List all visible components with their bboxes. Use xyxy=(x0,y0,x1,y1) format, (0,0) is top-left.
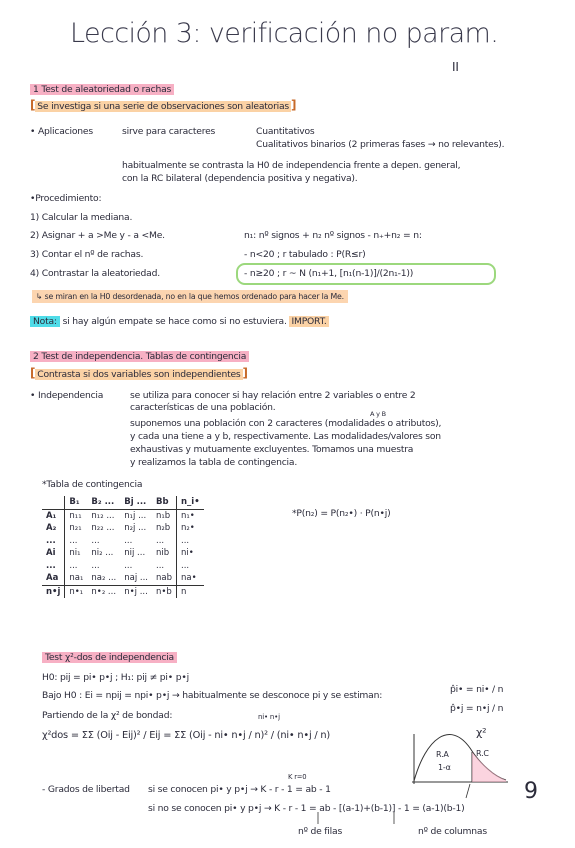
table-cell: n₁₁ xyxy=(65,509,88,522)
independencia-1: se utiliza para conocer si hay relación entre 2 variables o entre 2 xyxy=(130,390,416,401)
section-1-bracket: [ Se investiga si una serie de observaciones son aleatorias ] xyxy=(30,98,297,112)
ra-label: R.A xyxy=(436,750,449,759)
chi-formula: χ²dos = ΣΣ (Oij - Eij)² / Eij = ΣΣ (Oij - ni• n•j / n)² / (ni• n•j / n) xyxy=(42,730,331,741)
step-4: 4) Contrastar la aleatoriedad. xyxy=(30,268,160,279)
table-cell: n•j ... xyxy=(124,586,148,597)
table-cell: n₁• xyxy=(177,509,204,522)
procedimiento-label: •Procedimiento: xyxy=(30,193,102,204)
over-note: ni• n•j xyxy=(258,713,280,721)
step-3: 3) Contar el nº de rachas. xyxy=(30,249,144,260)
estimator-p-i: p̂i• = ni• / n xyxy=(450,684,504,695)
section-3-heading: Test χ²-dos de independencia xyxy=(42,652,177,663)
table-cell: ... xyxy=(91,535,100,546)
tabla-label: *Tabla de contingencia xyxy=(42,479,143,490)
table-cell: ni• xyxy=(177,547,204,560)
table-cell: n•b xyxy=(156,586,172,597)
section-1-heading: 1 Test de aleatoriedad o rachas xyxy=(30,84,174,95)
independencia-ab-note: A y B xyxy=(370,410,386,418)
page-title: Lección 3: verificación no param. xyxy=(70,18,499,49)
table-cell: B₂ ... xyxy=(87,496,120,509)
table-cell: n₂j ... xyxy=(124,523,147,534)
table-cell: na₁ xyxy=(65,572,88,585)
table-cell: n₁₂ ... xyxy=(91,510,115,521)
table-cell: nib xyxy=(156,548,170,559)
independencia-label: • Independencia xyxy=(30,390,104,401)
table-cell: ni₂ ... xyxy=(91,548,114,559)
table-cell: ... xyxy=(65,535,88,548)
table-cell: n₂• xyxy=(177,522,204,535)
nota-text: si hay algún empate se hace como si no estuviera. xyxy=(62,316,287,327)
bajo-h0: Bajo H0 : Ei = npij = npi• p•j → habitualmente se desconoce pi y se estiman: xyxy=(42,690,383,701)
table-cell: n•₂ ... xyxy=(91,586,117,597)
table-cell: Aa xyxy=(42,572,65,585)
table-cell: n•j xyxy=(46,586,61,597)
table-cell: n₂b xyxy=(156,523,171,534)
table-cell: n•₁ xyxy=(65,585,88,598)
table-cell: n_i• xyxy=(177,496,204,509)
warning-note: ↳ se miran en la H0 desordenada, no en la que hemos ordenado para hacer la Me. xyxy=(32,290,348,303)
grados-1: si se conocen pi• y p•j → K - r - 1 = ab - 1 xyxy=(148,784,331,795)
hypotheses: H0: pij = pi• p•j ; H₁: pij ≠ pi• p•j xyxy=(42,672,189,683)
aplicaciones-hab1: habitualmente se contrasta la H0 de independencia frente a depen. general, xyxy=(122,160,461,171)
table-cell: A₁ xyxy=(46,510,57,521)
procedure-right-3: - n≥20 ; r ~ N (n₁+1, [n₁(n-1)]/(2n₁-1)) xyxy=(244,268,414,279)
columnas-label: nº de columnas xyxy=(418,826,487,837)
independencia-5: exhaustivas y mutuamente excluyentes. Tomamos una muestra xyxy=(130,444,414,455)
aplicaciones-hab2: con la RC bilateral (dependencia positiva y negativa). xyxy=(122,173,358,184)
partiendo-text: Partiendo de la χ² de bondad: xyxy=(42,710,173,721)
table-cell: n xyxy=(177,585,204,598)
table-cell: n₁j ... xyxy=(124,510,147,521)
grados-2: si no se conocen pi• y p•j → K - r - 1 = ab - [(a-1)+(b-1)] - 1 = (a-1)(b-1) xyxy=(148,803,465,814)
independencia-4: y cada una tiene a y b, respectivamente. Las modalidades/valores son xyxy=(130,431,441,442)
independencia-6: y realizamos la tabla de contingencia. xyxy=(130,457,298,468)
step-2: 2) Asignar + a >Me y - a <Me. xyxy=(30,230,165,241)
table-cell: ... xyxy=(124,560,133,571)
cualitativos: Cualitativos binarios (2 primeras fases → no relevantes). xyxy=(256,139,505,150)
table-cell: na₂ ... xyxy=(87,572,120,585)
procedure-right-2: - n<20 ; r tabulado : P(R≤r) xyxy=(244,249,366,260)
table-cell: ... xyxy=(156,535,165,546)
table-cell: nij ... xyxy=(124,548,146,559)
probability-note: *P(n₂) = P(n₂•) · P(n•j) xyxy=(292,508,391,519)
independencia-3: suponemos una población con 2 caracteres (modalidades o atributos), xyxy=(130,418,442,429)
table-cell: Bb xyxy=(152,496,177,509)
table-cell: Ai xyxy=(46,548,56,559)
rc-label: R.C xyxy=(476,749,489,758)
table-cell: na• xyxy=(177,572,204,585)
table-cell: A₂ xyxy=(46,523,57,534)
roman-numeral: II xyxy=(452,60,459,74)
aplicaciones-line1: sirve para caracteres xyxy=(122,126,216,137)
table-cell: n₂₁ xyxy=(65,522,88,535)
table-cell: ... xyxy=(46,535,56,546)
chi-symbol: χ² xyxy=(476,726,487,739)
table-cell: ... xyxy=(65,560,88,573)
section-2-heading: 2 Test de independencia. Tablas de contingencia xyxy=(30,351,249,362)
table-cell: ni₁ xyxy=(65,547,88,560)
table-cell: n₁b xyxy=(156,510,171,521)
procedure-right-1: n₁: nº signos + n₂ nº signos - n₊+n₂ = n: xyxy=(244,230,422,241)
cuantitativos: Cuantitativos xyxy=(256,126,315,137)
table-cell: n₂₂ ... xyxy=(91,523,115,534)
grados-label: - Grados de libertad xyxy=(42,784,130,795)
table-cell: ... xyxy=(177,560,204,573)
table-cell: B₁ xyxy=(65,496,88,509)
estimator-p-j: p̂•j = n•j / n xyxy=(450,703,504,714)
table-cell: ... xyxy=(124,535,133,546)
nota-label: Nota: xyxy=(30,316,60,327)
gl1-note: K r=0 xyxy=(288,773,307,781)
table-cell: Bj ... xyxy=(120,496,152,509)
page-number: 9 xyxy=(524,779,538,804)
table-cell: ... xyxy=(156,560,165,571)
alpha-label: 1-α xyxy=(438,763,451,772)
table-cell: naj ... xyxy=(120,572,152,585)
step-1: 1) Calcular la mediana. xyxy=(30,212,133,223)
table-cell: ... xyxy=(46,560,56,571)
independencia-2: características de una población. xyxy=(130,402,276,413)
aplicaciones-label: • Aplicaciones xyxy=(30,126,93,137)
section-2-bracket: [ Contrasta si dos variables son independientes ] xyxy=(30,366,248,380)
table-cell: ... xyxy=(177,535,204,548)
table-cell: nab xyxy=(152,572,177,585)
nota-import: IMPORT. xyxy=(291,316,327,327)
table-cell: ... xyxy=(91,560,100,571)
filas-label: nº de filas xyxy=(298,826,343,837)
